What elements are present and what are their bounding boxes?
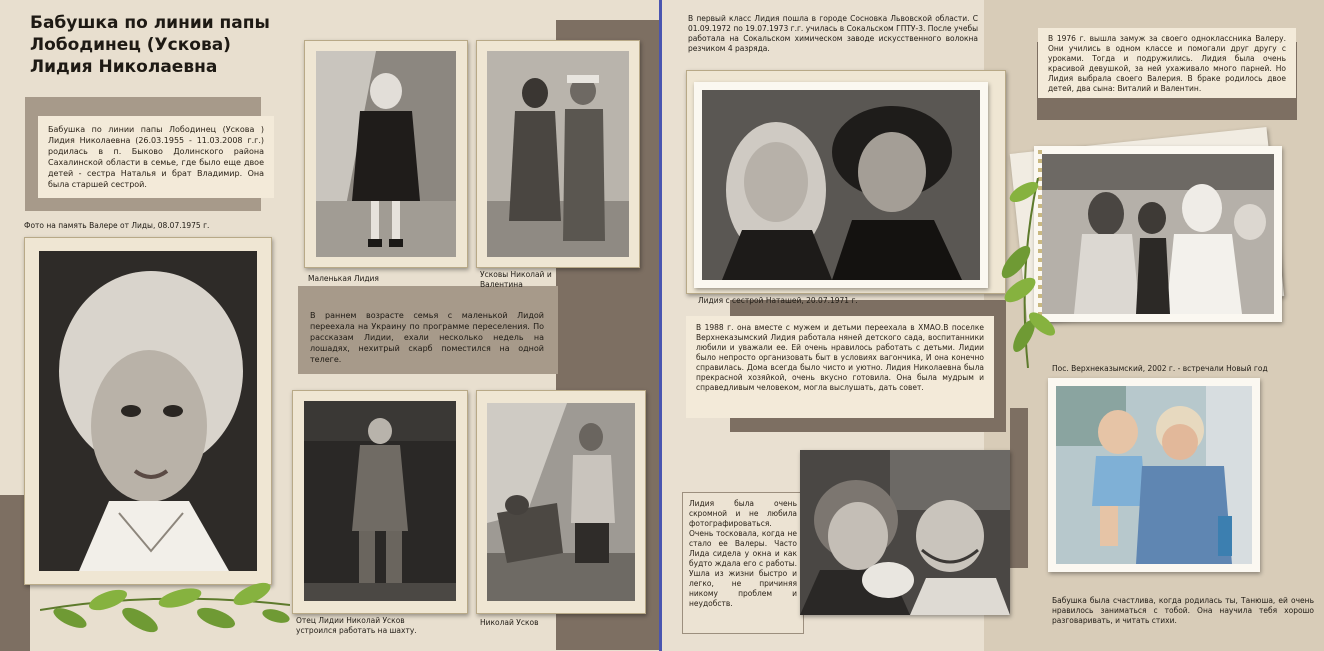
wedding-photo — [1042, 154, 1274, 314]
intro-text-box — [38, 116, 274, 198]
caption-parents: Усковы Николай и Валентина — [480, 270, 552, 289]
right-page — [662, 0, 1324, 651]
portrait-caption: Фото на память Валере от Лиды, 08.07.1975 г. — [24, 221, 210, 230]
leaf-cluster-decoration — [998, 178, 1058, 368]
marriage-text: В 1976 г. вышла замуж за своего одноклассника Валеру. Они учились в одном классе и помогали друг другу с уроками. Тогда и подружились. Лидия была очень красивой девушкой, за ней ухаживало много парней. Но Лидия выбрала своего Валерия. В браке родилось двое детей, два сына: Виталий и Валентин. — [1048, 34, 1286, 93]
sister-photo-frame[interactable] — [694, 82, 988, 288]
title-line-3: Лидия Николаевна — [30, 57, 218, 77]
hmao-text-box — [686, 316, 994, 418]
portrait-frame[interactable] — [24, 237, 272, 585]
father-miner-frame[interactable] — [292, 390, 468, 614]
caption-father: Отец Лидии Николай Усков устроился работать на шахту. — [296, 616, 417, 635]
sister-photo — [702, 90, 980, 280]
caption-nikolay: Николай Усков — [480, 618, 539, 627]
title-line-1: Бабушка по линии папы — [30, 13, 270, 33]
happy-text: Бабушка была счастлива, когда родилась ты, Танюша, ей очень нравилось заниматься с тобой. Она научила тебя хорошо разговаривать, и читать стихи. — [1052, 596, 1314, 625]
parents-photo — [487, 51, 629, 257]
caption-sister: Лидия с сестрой Наташей, 20.07.1971 г. — [698, 296, 858, 305]
parents-frame[interactable] — [476, 40, 640, 268]
modest-text: Лидия была очень скромной и не любила фотографироваться. Очень тосковала, когда не стало ее Валеры. Часто Лида сидела у окна и как будто ждала его с работы. Ушла из жизни быстро и легко, не причиняя никому проблем и неудобств. — [689, 499, 797, 608]
father-miner-photo — [304, 401, 456, 601]
marriage-text-box — [1038, 28, 1296, 98]
nikolay-dog-photo — [487, 403, 635, 601]
hmao-text: В 1988 г. она вместе с мужем и детьми переехала в ХМАО.В поселке Верхнеказымский Лидия работала няней детского сада, воспитанники любили и уважали ее. Ей очень нравилось работать с детьми. Лидии было непросто организовать быт в условиях вагончика, И она конечно справилась. Дома всегда было чисто и уютно. Лидия Николаевна была прекрасной хозяйкой, очень вкусно готовила. Она была мудрым и справедливым человеком, могла выслушать, дать совет. — [696, 323, 984, 392]
caption-little-lidia: Маленькая Лидия — [308, 274, 379, 283]
little-lidia-frame[interactable] — [304, 40, 468, 268]
couple-photo[interactable] — [800, 450, 1010, 615]
nikolay-dog-frame[interactable] — [476, 390, 646, 614]
page-title — [30, 12, 270, 78]
leaf-branch-decoration — [40, 580, 290, 650]
title-line-2: Лободинец (Ускова) — [30, 35, 231, 55]
school-text: В первый класс Лидия пошла в городе Сосновка Львовской области. С 01.09.1972 по 19.07.1973 г.г. училась в Сокальском ГПТУ-3. После учебы работала на Сокальском химическом заводе искусственного волокна резчиком 4 разряда. — [688, 14, 978, 53]
baby-photo — [1056, 386, 1252, 564]
wedding-photo-frame[interactable] — [1034, 146, 1282, 322]
portrait-photo — [39, 251, 257, 571]
left-page — [0, 0, 660, 651]
intro-text: Бабушка по линии папы Лободинец (Ускова ) Лидия Николаевна (26.03.1955 - 11.03.2008 г.г.) родилась в п. Быково Долинского района Сахалинской области в семье, где было еще двое детей - сестра Наталья и брат Владимир. Она была старшей сестрой. — [48, 125, 264, 189]
modest-text-box — [682, 492, 804, 634]
little-lidia-photo — [316, 51, 456, 257]
move-text: В раннем возрасте семья с маленькой Лидой переехала на Украину по программе переселения. По рассказам Лидии, ехали несколько недель на лошадях, нехитрый скарб поместился на одной телеге. — [310, 311, 544, 364]
bg-block-happy-backdrop — [1010, 408, 1028, 568]
caption-newyear: Пос. Верхнеказымский, 2002 г. - встречали Новый год — [1052, 364, 1268, 373]
baby-photo-frame[interactable] — [1048, 378, 1260, 572]
